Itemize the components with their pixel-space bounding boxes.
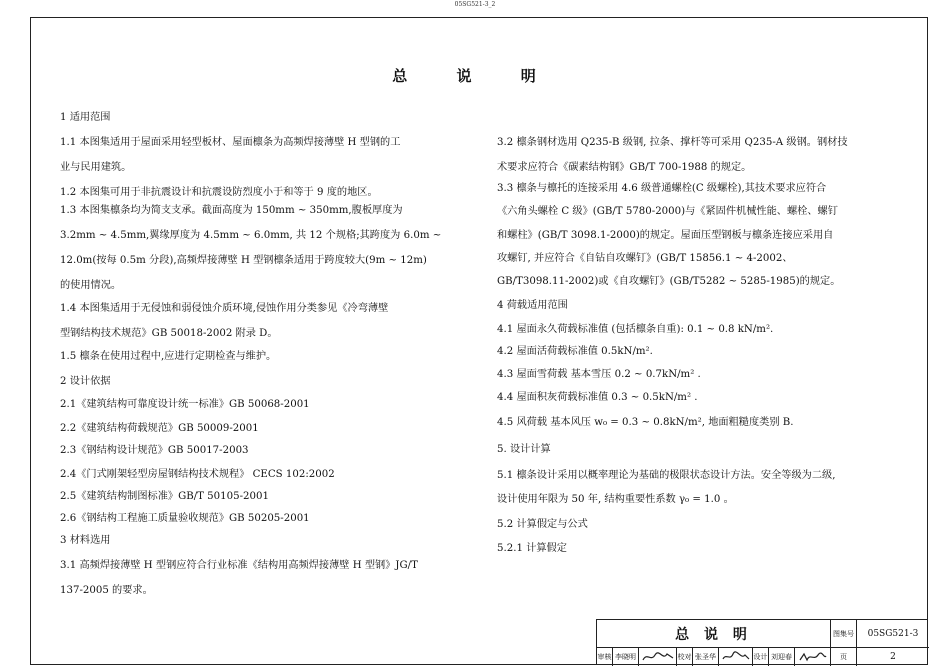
text-line: 2.3《钢结构设计规范》GB 50017-2003: [60, 445, 249, 456]
text-line: 5.1 檩条设计采用以概率理论为基础的极限状态设计方法。安全等级为二级,: [497, 470, 836, 481]
page-number: 2: [890, 652, 896, 662]
text-line: 3.2 檩条钢材选用 Q235-B 级钢, 拉条、撑杆等可采用 Q235-A 级钢。钢材技: [497, 137, 848, 148]
text-line: 3.1 高频焊接薄壁 H 型钢应符合行业标准《结构用高频焊接薄壁 H 型钢》JG/T: [60, 560, 418, 571]
text-line: 5.2.1 计算假定: [497, 543, 567, 554]
checker-signature: [719, 648, 753, 666]
text-line: 2.1《建筑结构可靠度设计统一标准》GB 50068-2001: [60, 399, 310, 410]
atlas-label: 图集号: [831, 620, 857, 648]
text-line: 2.6《钢结构工程施工质量验收规范》GB 50205-2001: [60, 513, 310, 524]
text-line: 1 适用范围: [60, 112, 111, 123]
text-line: GB/T3098.11-2002)或《自攻螺钉》(GB/T5282 ~ 5285-1985)的规定。: [497, 276, 841, 287]
title-block-title: 总 说 明: [597, 620, 831, 648]
text-line: 3.2mm ~ 4.5mm,翼缘厚度为 4.5mm ~ 6.0mm, 共 12 个规格;其跨度为 6.0m ~: [60, 230, 442, 241]
designer-signature: [795, 648, 831, 666]
text-line: 2.2《建筑结构荷载规范》GB 50009-2001: [60, 423, 259, 434]
review-label: 审核: [597, 648, 613, 666]
reviewer-signature: [639, 648, 677, 666]
design-label: 设计: [753, 648, 769, 666]
atlas-number: 05SG521-3: [857, 620, 929, 648]
title-block: [596, 619, 928, 665]
text-line: 术要求应符合《碳素结构钢》GB/T 700-1988 的规定。: [497, 162, 752, 173]
text-line: 4.1 屋面永久荷载标准值 (包括檩条自重): 0.1 ~ 0.8 kN/m².: [497, 324, 774, 335]
text-line: 1.4 本图集适用于无侵蚀和弱侵蚀介质环境,侵蚀作用分类参见《冷弯薄壁: [60, 303, 389, 314]
text-line: 1.2 本图集可用于非抗震设计和抗震设防烈度小于和等于 9 度的地区。: [60, 187, 378, 198]
text-line: 的使用情况。: [60, 280, 122, 291]
text-line: 攻螺钉, 并应符合《自钻自攻螺钉》(GB/T 15856.1 ~ 4-2002、: [497, 253, 793, 264]
text-line: 4.3 屋面雪荷载 基本雪压 0.2 ~ 0.7kN/m² .: [497, 369, 701, 380]
checker-name: 张圣华: [693, 648, 719, 666]
page-label: 页: [831, 648, 857, 666]
reviewer-name: 李晓明: [613, 648, 639, 666]
text-line: 2.4《门式刚架轻型房屋钢结构技术规程》 CECS 102:2002: [60, 469, 335, 480]
text-line: 和螺柱》(GB/T 3098.1-2000)的规定。屋面压型钢板与檩条连接应采用自: [497, 230, 834, 241]
text-line: 设计使用年限为 50 年, 结构重要性系数 γ₀ = 1.0 。: [497, 494, 734, 505]
text-line: 1.3 本图集檩条均为简支支承。截面高度为 150mm ~ 350mm,腹板厚度为: [60, 205, 403, 216]
text-line: 1.1 本图集适用于屋面采用轻型板材、屋面檩条为高频焊接薄壁 H 型钢的工: [60, 137, 401, 148]
text-line: 5.2 计算假定与公式: [497, 519, 588, 530]
text-line: 137-2005 的要求。: [60, 585, 153, 596]
check-label: 校对: [677, 648, 693, 666]
text-line: 2.5《建筑结构制图标准》GB/T 50105-2001: [60, 491, 269, 502]
text-line: 12.0m(按每 0.5m 分段),高频焊接薄壁 H 型钢檩条适用于跨度较大(9m ~ 12m): [60, 255, 427, 266]
text-line: 3.3 檩条与檩托的连接采用 4.6 级普通螺栓(C 级螺栓),其技术要求应符合: [497, 183, 827, 194]
text-line: 《六角头螺栓 C 级》(GB/T 5780-2000)与《紧固件机械性能、螺栓、螺钉: [497, 206, 838, 217]
doc-tag: 05SG521-3_2: [454, 1, 496, 8]
text-line: 2 设计依据: [60, 376, 111, 387]
text-line: 型钢结构技术规范》GB 50018-2002 附录 D。: [60, 328, 278, 339]
text-line: 5. 设计计算: [497, 444, 551, 455]
signature-mark: [641, 650, 675, 664]
text-line: 业与民用建筑。: [60, 162, 132, 173]
text-line: 4.5 风荷载 基本风压 w₀ = 0.3 ~ 0.8kN/m², 地面粗糙度类别 B.: [497, 417, 794, 428]
signature-mark: [721, 650, 751, 664]
text-line: 4.2 屋面活荷载标准值 0.5kN/m².: [497, 346, 653, 357]
text-line: 1.5 檩条在使用过程中,应进行定期检查与维护。: [60, 351, 277, 362]
signature-mark: [798, 650, 828, 664]
text-line: 4.4 屋面积灰荷载标准值 0.3 ~ 0.5kN/m² .: [497, 392, 698, 403]
text-line: 3 材料选用: [60, 535, 111, 546]
page-title: 总 说 明: [392, 67, 558, 85]
designer-name: 刘迎春: [769, 648, 795, 666]
text-line: 4 荷载适用范围: [497, 300, 568, 311]
